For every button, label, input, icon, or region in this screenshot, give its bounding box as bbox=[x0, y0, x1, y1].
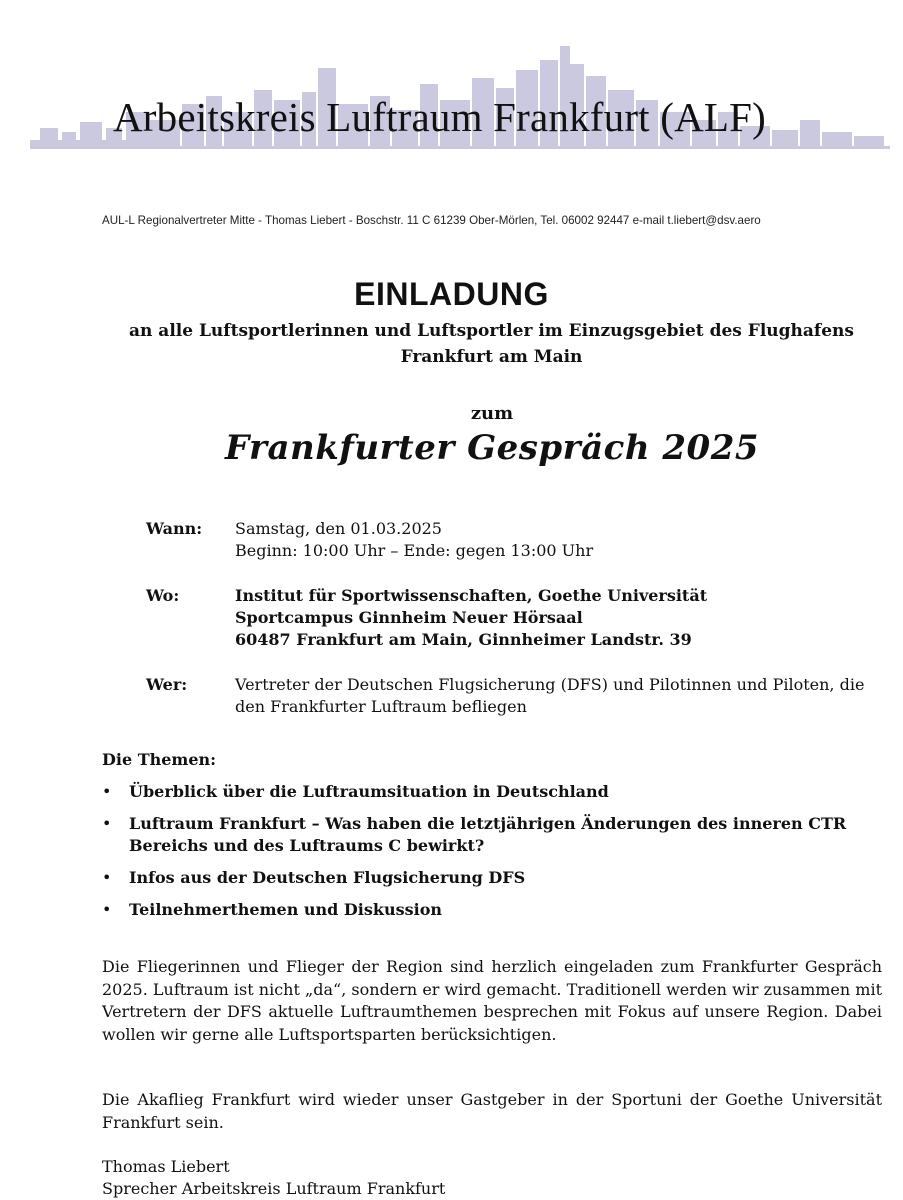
zum-label: zum bbox=[470, 403, 514, 424]
contact-line: AUL-L Regionalvertreter Mitte - Thomas Liebert - Boschstr. 11 C 61239 Ober-Mörlen, Tel. 06002 92447 e-mail t.liebert@dsv.aero bbox=[102, 214, 761, 227]
event-title: Frankfurter Gespräch 2025 bbox=[224, 428, 760, 468]
theme-text: Luftraum Frankfurt – Was haben die letztjährigen Änderungen des inneren CTR Bereichs und des Luftraums C bewirkt? bbox=[129, 814, 847, 855]
invitation-subheading: an alle Luftsportlerinnen und Luftsportler im Einzugsgebiet des Flughafens Frankfurt am Main bbox=[129, 321, 854, 367]
signature-name: Thomas Liebert bbox=[102, 1157, 230, 1176]
bullet-icon: • bbox=[102, 782, 112, 801]
list-item bbox=[102, 813, 882, 857]
body-paragraph-2: Die Akaflieg Frankfurt wird wieder unser Gastgeber in der Sportuni der Goethe Universität Frankfurt sein. bbox=[102, 1090, 882, 1132]
where-venue: Sportcampus Ginnheim Neuer Hörsaal bbox=[235, 608, 583, 627]
theme-text: Infos aus der Deutschen Flugsicherung DFS bbox=[129, 868, 526, 887]
who-label: Wer: bbox=[146, 675, 188, 694]
list-item bbox=[102, 781, 882, 803]
where-label: Wo: bbox=[146, 586, 180, 605]
body-paragraph-1: Die Fliegerinnen und Flieger der Region sind herzlich eingeladen zum Frankfurter Gespräch 2025. Luftraum ist nicht „da“, sondern er wird gemacht. Traditionell werden wir zusammen mit Vertretern der DFS aktuelle Luftraumthemen besprechen mit Fokus auf unsere Region. Dabei wollen wir gerne alle Luftsportsparten berücksichtigen. bbox=[102, 957, 882, 1044]
when-date: Samstag, den 01.03.2025 bbox=[235, 519, 442, 538]
bullet-icon: • bbox=[102, 900, 112, 919]
themes-title: Die Themen: bbox=[102, 750, 217, 769]
invitation-heading: EINLADUNG bbox=[354, 276, 549, 312]
organization-title: Arbeitskreis Luftraum Frankfurt (ALF) bbox=[113, 94, 766, 140]
signature-role: Sprecher Arbeitskreis Luftraum Frankfurt bbox=[102, 1179, 446, 1198]
when-value bbox=[235, 518, 875, 562]
when-label: Wann: bbox=[146, 519, 203, 538]
theme-text: Überblick über die Luftraumsituation in Deutschland bbox=[129, 782, 609, 801]
list-item bbox=[102, 899, 882, 921]
themes-list bbox=[102, 781, 882, 931]
when-time: Beginn: 10:00 Uhr – Ende: gegen 13:00 Uhr bbox=[235, 541, 594, 560]
where-value bbox=[235, 585, 875, 651]
bullet-icon: • bbox=[102, 814, 112, 833]
theme-text: Teilnehmerthemen und Diskussion bbox=[129, 900, 443, 919]
bullet-icon: • bbox=[102, 868, 112, 887]
where-address: 60487 Frankfurt am Main, Ginnheimer Landstr. 39 bbox=[235, 630, 692, 649]
list-item bbox=[102, 867, 882, 889]
where-institute: Institut für Sportwissenschaften, Goethe Universität bbox=[235, 586, 708, 605]
who-value: Vertreter der Deutschen Flugsicherung (DFS) und Pilotinnen und Piloten, die den Frankfurter Luftraum befliegen bbox=[235, 675, 865, 716]
